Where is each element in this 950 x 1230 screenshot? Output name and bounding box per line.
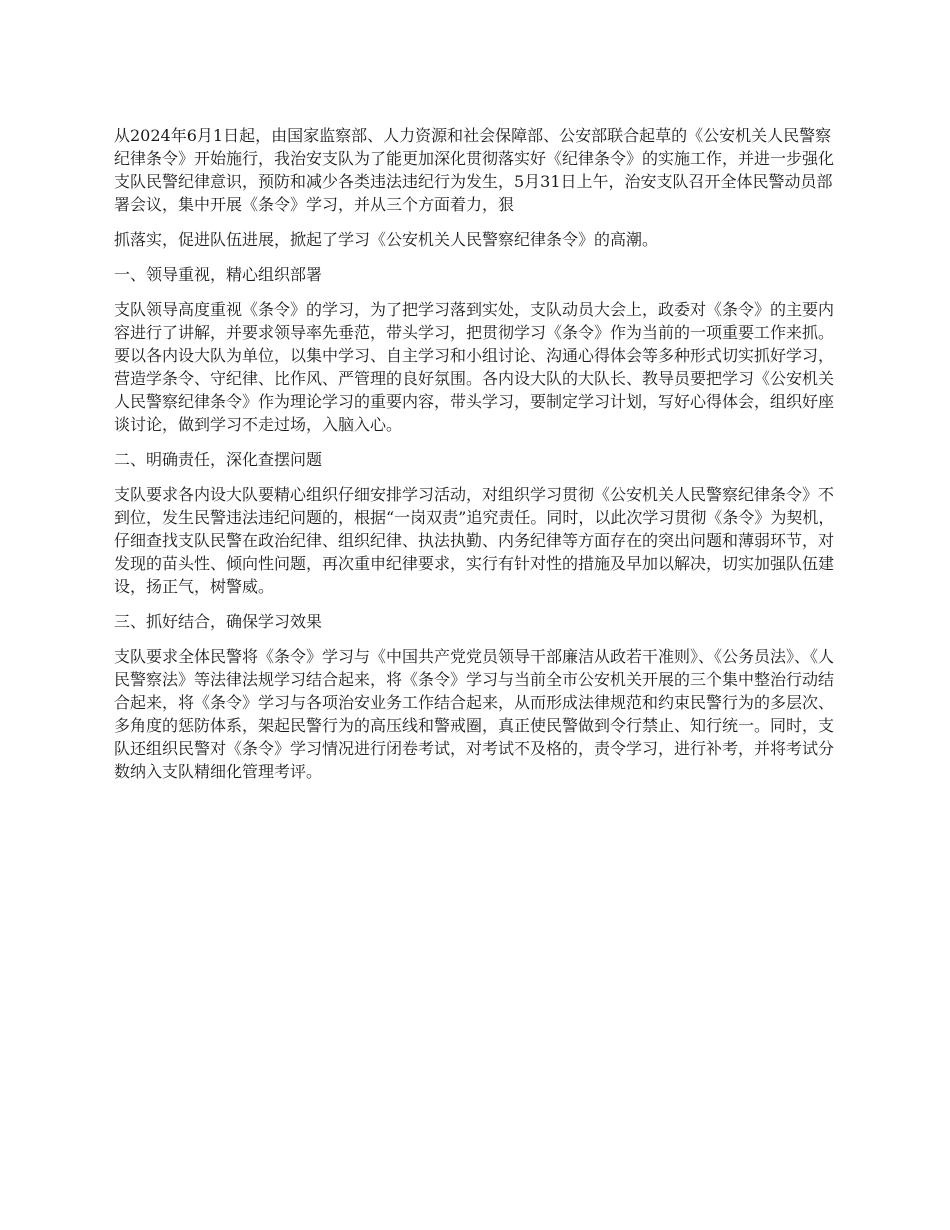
section-heading-1: 一、领导重视，精心组织部署 <box>114 265 323 284</box>
paragraph-intro: 从2024年6月1日起，由国家监察部、人力资源和社会保障部、公安部联合起草的《公安机关人民警察纪律条令》开始施行，我治安支队为了能更加深化贯彻落实好《纪律条令》的实施工作，并进一步强化支队民警纪律意识，预防和减少各类违法违纪行为发生，5月31日上午，治安支队召开全体民警动员部署会议，集中开展《条令》学习，并从三个方面着力，狠 <box>114 126 835 214</box>
paragraph-section-1: 支队领导高度重视《条令》的学习，为了把学习落到实处，支队动员大会上，政委对《条令》的主要内容进行了讲解，并要求领导率先垂范，带头学习，把贯彻学习《条令》作为当前的一项重要工作来抓。要以各内设大队为单位，以集中学习、自主学习和小组讨论、沟通心得体会等多种形式切实抓好学习，营造学条令、守纪律、比作风、严管理的良好氛围。各内设大队的大队长、教导员要把学习《公安机关人民警察纪律条令》作为理论学习的重要内容，带头学习，要制定学习计划，写好心得体会，组织好座谈讨论，做到学习不走过场，入脑入心。 <box>114 300 835 434</box>
paragraph-section-2: 支队要求各内设大队要精心组织仔细安排学习活动，对组织学习贯彻《公安机关人民警察纪律条令》不到位，发生民警违法违纪问题的，根据“一岗双责”追究责任。同时，以此次学习贯彻《条令》为契机，仔细查找支队民警在政治纪律、组织纪律、执法执勤、内务纪律等方面存在的突出问题和薄弱环节，对发现的苗头性、倾向性问题，再次重申纪律要求，实行有针对性的措施及早加以解决，切实加强队伍建设，扬正气，树警威。 <box>114 485 835 596</box>
document-page <box>114 124 838 795</box>
paragraph-intro-continued: 抓落实，促进队伍进展，掀起了学习《公安机关人民警察纪律条令》的高潮。 <box>114 230 659 249</box>
paragraph-section-3: 支队要求全体民警将《条令》学习与《中国共产党党员领导干部廉洁从政若干准则》、《公务员法》、《人民警察法》等法律法规学习结合起来，将《条令》学习与当前全市公安机关开展的三个集中整治行动结合起来，将《条令》学习与各项治安业务工作结合起来，从而形成法律规范和约束民警行为的多层次、多角度的惩防体系，架起民警行为的高压线和警戒圈，真正使民警做到令行禁止、知行统一。同时，支队还组织民警对《条令》学习情况进行闭卷考试，对考试不及格的，责令学习，进行补考，并将考试分数纳入支队精细化管理考评。 <box>114 647 835 781</box>
section-heading-2: 二、明确责任，深化查摆问题 <box>114 450 323 469</box>
section-heading-3: 三、抓好结合，确保学习效果 <box>114 612 323 631</box>
